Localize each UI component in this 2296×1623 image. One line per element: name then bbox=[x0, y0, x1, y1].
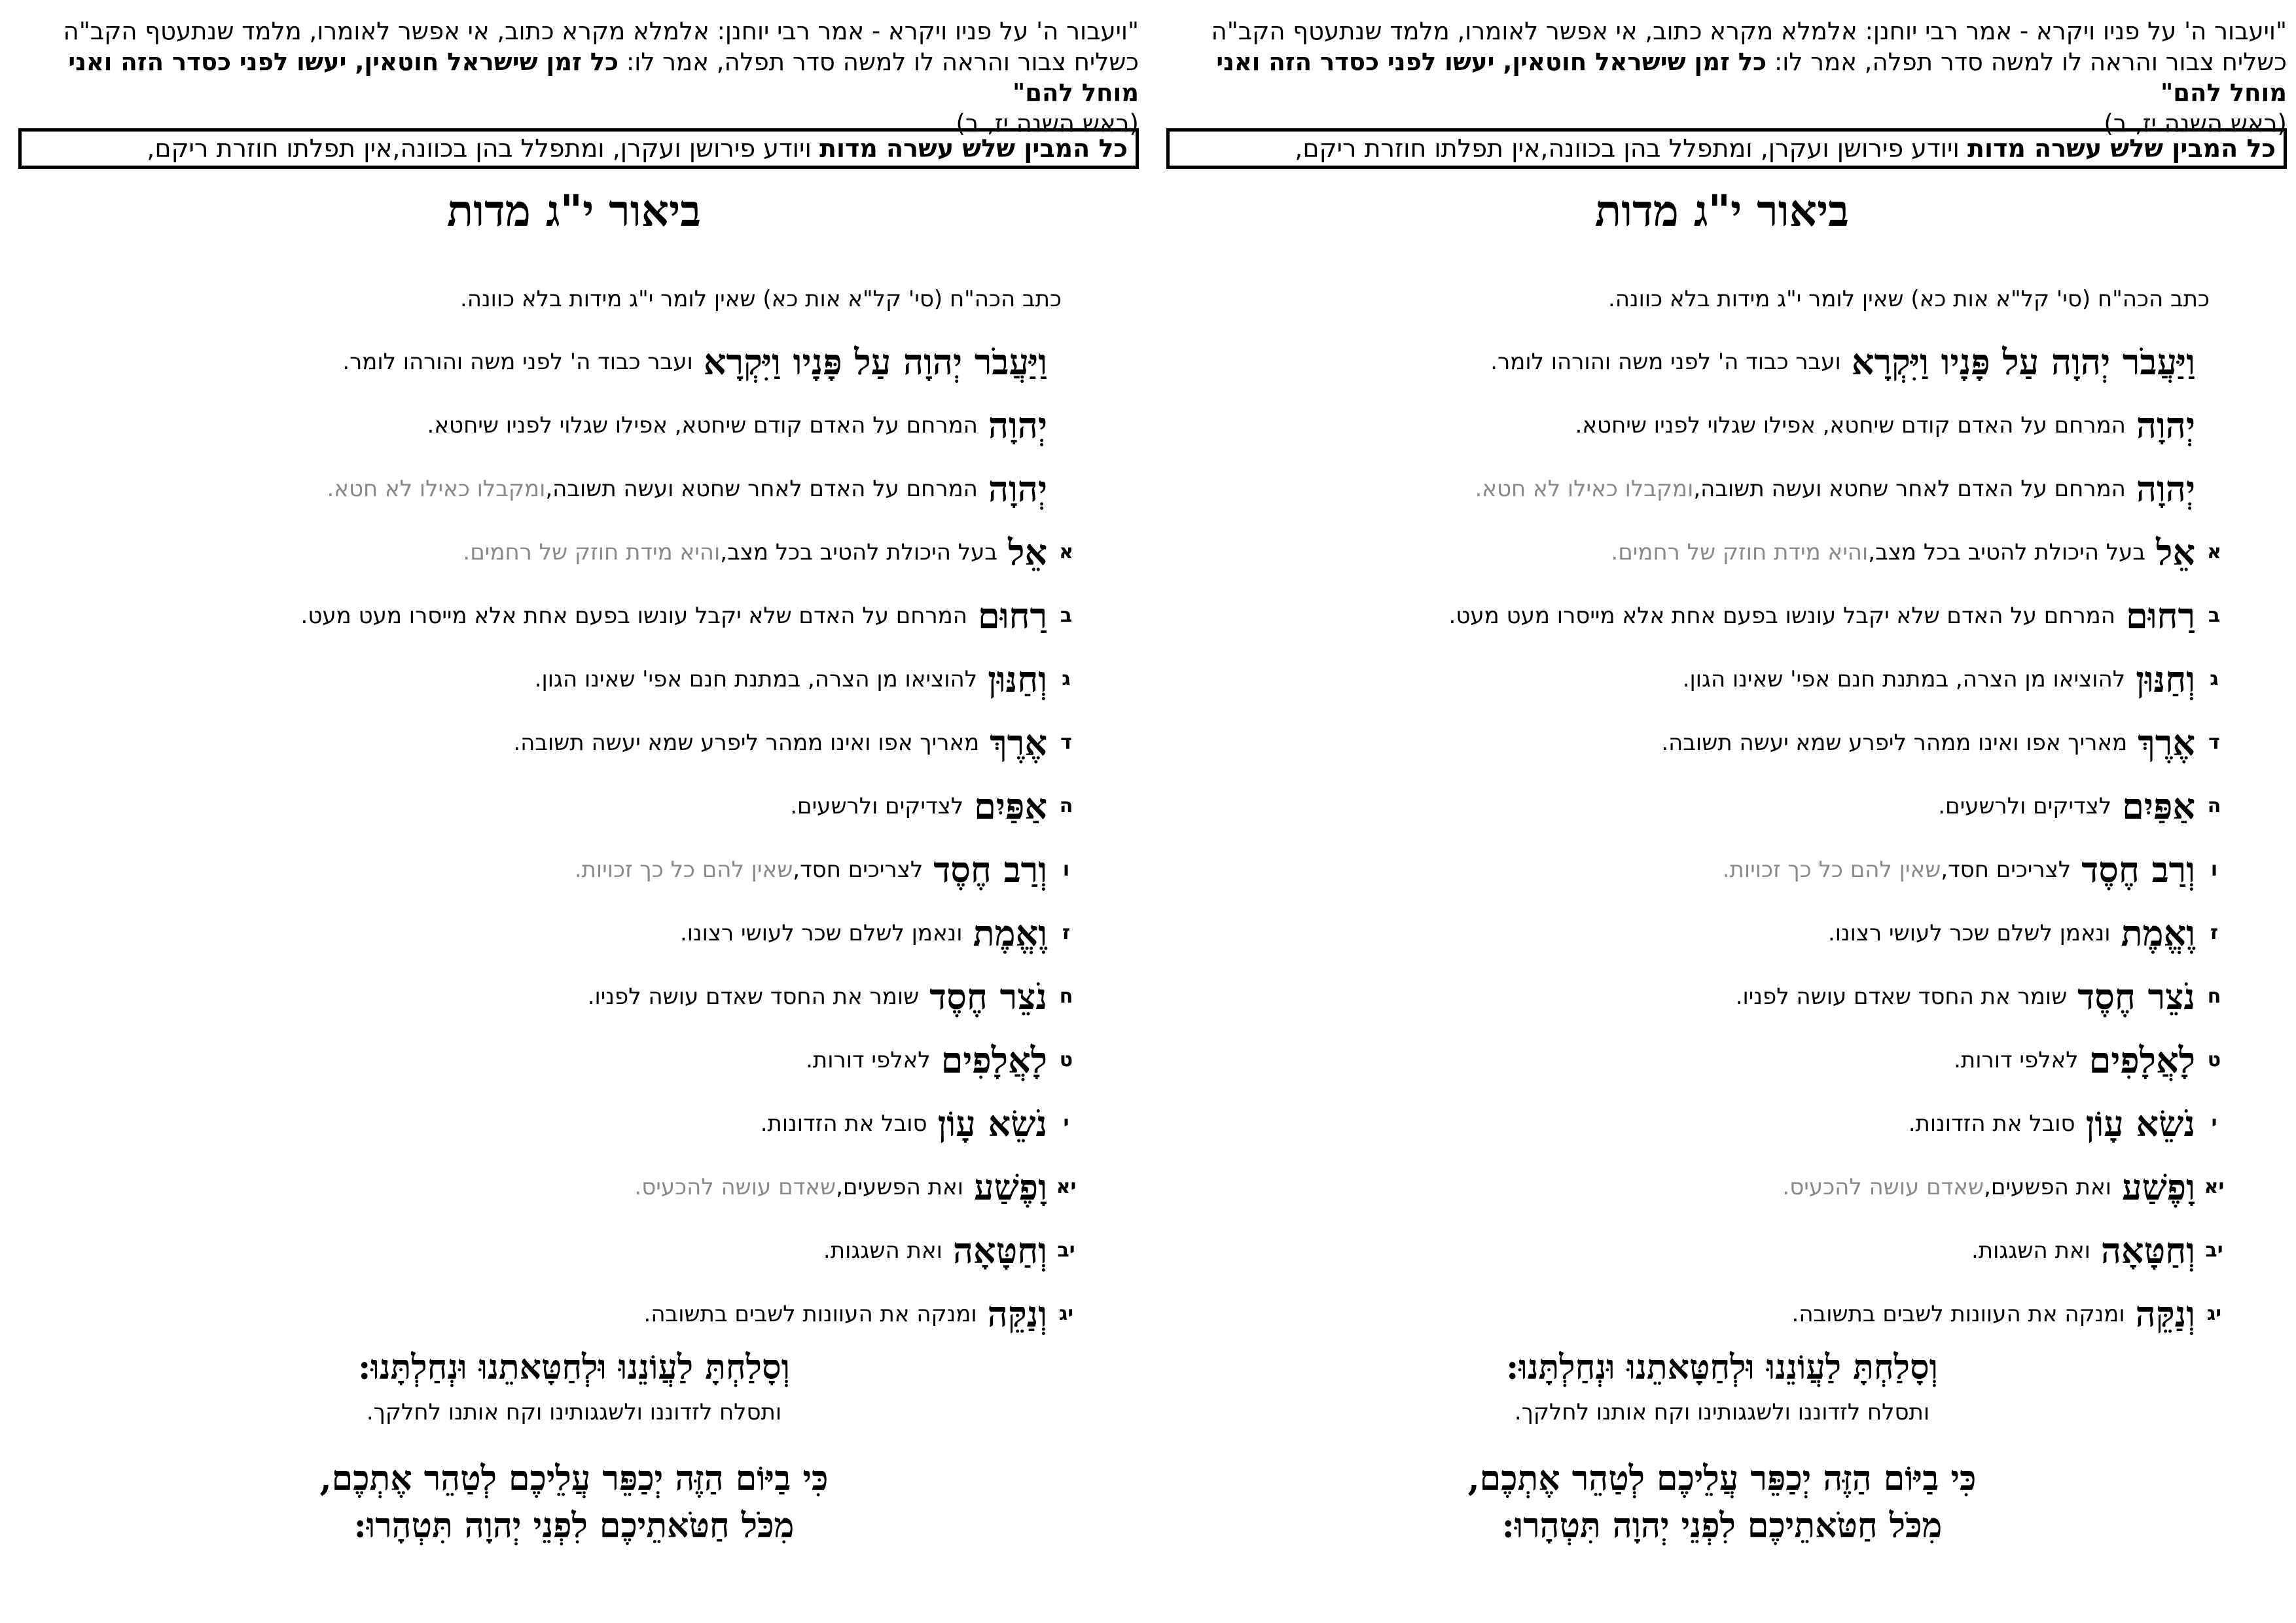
list-item bbox=[1186, 1219, 2233, 1282]
item-letter: ט bbox=[2207, 1048, 2221, 1071]
attribute-description: מאריך אפו ואינו ממהר ליפרע שמא יעשה תשובה. bbox=[1661, 729, 2128, 756]
attribute-word: אַפַּיִם bbox=[974, 785, 1047, 827]
item-letter: ח bbox=[1059, 985, 1073, 1008]
list-item bbox=[38, 1219, 1085, 1282]
item-letter: ח bbox=[2207, 985, 2221, 1008]
list-item bbox=[1186, 647, 2233, 711]
attribute-word: וְחַטָּאָה bbox=[2100, 1229, 2195, 1272]
attribute-word: וְרַב חֶסֶד bbox=[933, 848, 1047, 891]
attribute-description: לצריכים חסד, bbox=[1941, 856, 2072, 883]
attribute-description: מאריך אפו ואינו ממהר ליפרע שמא יעשה תשובה. bbox=[513, 729, 980, 756]
boxed-bold-text: כל המבין שלש עשרה מדות bbox=[1967, 134, 2276, 163]
final-verse bbox=[0, 1455, 1148, 1550]
closing-translation: ותסלח לזדוננו ולשגגותינו וקח אותנו לחלקך. bbox=[1514, 1399, 1930, 1425]
list-item bbox=[1186, 711, 2233, 774]
attribute-description: להוציאו מן הצרה, במתנת חנם אפי' שאינו הגון. bbox=[534, 666, 978, 692]
attribute-word: רַחוּם bbox=[2126, 594, 2195, 637]
list-item bbox=[38, 520, 1085, 584]
attribute-word: יְהוָה bbox=[2136, 404, 2195, 446]
item-letter: א bbox=[2207, 541, 2221, 563]
page-title: ביאור י"ג מדות bbox=[1594, 185, 1850, 236]
attribute-word: יְהוָה bbox=[988, 404, 1047, 446]
list-item bbox=[38, 330, 1085, 393]
attribute-word: נֹצֵר חֶסֶד bbox=[2077, 975, 2195, 1018]
item-letter: א bbox=[1059, 541, 1073, 563]
attribute-description: המרחם על האדם קודם שיחטא, אפילו שגלוי לפניו שיחטא. bbox=[427, 412, 978, 438]
attribute-description: המרחם על האדם לאחר שחטא ועשה תשובה, bbox=[545, 475, 978, 502]
item-letter: ג bbox=[1062, 668, 1071, 690]
closing-verse: וְסָלַחְתָּ לַעֲוֹנֵנוּ וּלְחַטָּאתֵנוּ וּנְחַלְתָּנוּ: bbox=[358, 1347, 790, 1387]
attribute-word: וְחַנּוּן bbox=[988, 658, 1047, 700]
attribute-description: ונאמן לשלם שכר לעושי רצונו. bbox=[1827, 919, 2111, 946]
item-letter: ד bbox=[1060, 731, 1072, 754]
item-letter: יב bbox=[1057, 1239, 1075, 1262]
list-item bbox=[38, 838, 1085, 901]
attribute-description: ונאמן לשלם שכר לעושי רצונו. bbox=[679, 919, 963, 946]
attribute-description: ועבר כבוד ה' לפני משה והורהו לומר. bbox=[342, 348, 693, 375]
attribute-description: ואת הפשעים, bbox=[836, 1173, 964, 1200]
attribute-word: נֹצֵר חֶסֶד bbox=[929, 975, 1047, 1018]
attributes-list bbox=[38, 268, 1085, 1346]
attribute-word: אֵל bbox=[2156, 531, 2195, 573]
list-item bbox=[1186, 1028, 2233, 1092]
attribute-description: ואת הפשעים, bbox=[1984, 1173, 2112, 1200]
attribute-word: וֶאֱמֶת bbox=[973, 912, 1047, 954]
item-letter: ז bbox=[2210, 921, 2218, 944]
final-verse bbox=[1148, 1455, 2296, 1550]
attribute-description: שומר את החסד שאדם עושה לפניו. bbox=[1735, 983, 2068, 1010]
attribute-word: וְנַקֵּה bbox=[2135, 1293, 2195, 1335]
closing-section bbox=[0, 1343, 1148, 1550]
attribute-description: לצריכים חסד, bbox=[793, 856, 924, 883]
attribute-word: וֶאֱמֶת bbox=[2121, 912, 2195, 954]
intro-line: כתב הכה"ח (סי' קל"א אות כא) שאין לומר י"ג מידות בלא כוונה. bbox=[459, 286, 1062, 312]
item-letter: ב bbox=[1060, 604, 1073, 627]
quote-bold-text: כל זמן שישראל חוטאין, יעשו לפני כסדר הזה ואני מוחל להם" bbox=[1216, 48, 2287, 107]
list-item bbox=[38, 1092, 1085, 1155]
attribute-note: והיא מידת חוזק של רחמים. bbox=[1611, 539, 1869, 565]
item-letter: ד bbox=[2208, 731, 2220, 754]
attributes-list bbox=[1186, 268, 2233, 1346]
list-item bbox=[38, 1028, 1085, 1092]
quote-source: (ראש השנה יז, ב) bbox=[956, 109, 1139, 137]
attribute-description: להוציאו מן הצרה, במתנת חנם אפי' שאינו הגון. bbox=[1682, 666, 2126, 692]
attribute-word: לָאֲלָפִים bbox=[941, 1039, 1047, 1081]
opening-quote bbox=[1166, 16, 2287, 139]
item-letter: יא bbox=[1056, 1175, 1077, 1198]
attribute-note: שאין להם כל כך זכויות. bbox=[574, 856, 793, 883]
list-item bbox=[38, 1155, 1085, 1219]
list-item bbox=[1186, 965, 2233, 1028]
boxed-text: ויודע פירושן ועקרן, ומתפלל בהן בכוונה,אין תפלתו חוזרת ריקם, bbox=[147, 134, 819, 163]
attribute-note: והיא מידת חוזק של רחמים. bbox=[463, 539, 721, 565]
closing-section bbox=[1148, 1343, 2296, 1550]
item-letter: ט bbox=[1059, 1048, 1073, 1071]
attribute-description: המרחם על האדם שלא יקבל עונשו בפעם אחת אלא מייסרו מעט מעט. bbox=[1448, 602, 2115, 629]
quote-text: "ויעבור ה' על פניו ויקרא - אמר רבי יוחנן: אלמלא מקרא כתוב, אי אפשר לאומרו, מלמד שנתעטף הקב"ה כשליח צבור והראה לו למשה סדר תפלה, אמר לו: bbox=[63, 17, 1139, 76]
list-item bbox=[38, 647, 1085, 711]
attribute-description: ומנקה את העוונות לשבים בתשובה. bbox=[1791, 1300, 2125, 1327]
page-copy-right bbox=[1148, 0, 2296, 1623]
attribute-word: אֶרֶךְ bbox=[990, 721, 1047, 764]
item-letter: יא bbox=[2204, 1175, 2225, 1198]
attribute-note: שאדם עושה להכעיס. bbox=[1782, 1173, 1984, 1200]
list-item bbox=[38, 584, 1085, 647]
item-letter: ג bbox=[2210, 668, 2219, 690]
opening-quote bbox=[18, 16, 1139, 139]
attribute-description: המרחם על האדם קודם שיחטא, אפילו שגלוי לפניו שיחטא. bbox=[1575, 412, 2126, 438]
attribute-description: המרחם על האדם לאחר שחטא ועשה תשובה, bbox=[1693, 475, 2126, 502]
attribute-word: וְרַב חֶסֶד bbox=[2081, 848, 2195, 891]
attribute-word: וְחַנּוּן bbox=[2136, 658, 2195, 700]
attribute-word: אַפַּיִם bbox=[2122, 785, 2195, 827]
item-letter: יב bbox=[2205, 1239, 2223, 1262]
item-letter: ו bbox=[1062, 858, 1070, 881]
attribute-description: לצדיקים ולרשעים. bbox=[790, 793, 964, 819]
attribute-word: רַחוּם bbox=[978, 594, 1047, 637]
list-item bbox=[1186, 520, 2233, 584]
attribute-description: לאלפי דורות. bbox=[806, 1046, 931, 1073]
item-letter: ז bbox=[1062, 921, 1070, 944]
list-item bbox=[38, 901, 1085, 965]
list-item bbox=[38, 774, 1085, 838]
attribute-description: שומר את החסד שאדם עושה לפניו. bbox=[587, 983, 920, 1010]
attribute-description: סובל את הזדונות. bbox=[1908, 1110, 2075, 1137]
list-item bbox=[38, 1282, 1085, 1346]
page-title: ביאור י"ג מדות bbox=[446, 185, 702, 236]
list-item bbox=[1186, 1092, 2233, 1155]
attribute-word: וְנַקֵּה bbox=[987, 1293, 1047, 1335]
item-letter: י bbox=[1063, 1112, 1069, 1135]
attribute-description: בעל היכולת להטיב בכל מצב, bbox=[720, 539, 998, 565]
boxed-statement bbox=[1166, 128, 2287, 169]
attribute-word: אֶרֶךְ bbox=[2138, 721, 2195, 764]
quote-bold-text: כל זמן שישראל חוטאין, יעשו לפני כסדר הזה ואני מוחל להם" bbox=[68, 48, 1139, 107]
list-item bbox=[38, 965, 1085, 1028]
item-letter: יג bbox=[2206, 1302, 2222, 1325]
item-letter: ה bbox=[1059, 794, 1073, 817]
final-verse-line-2: מִכֹּל חַטֹּאתֵיכֶם לִפְנֵי יְהוָה תִּטְהָרוּ: bbox=[353, 1506, 795, 1546]
list-item bbox=[1186, 330, 2233, 393]
attribute-word: יְהוָה bbox=[988, 467, 1047, 510]
item-letter: ה bbox=[2207, 794, 2221, 817]
list-item bbox=[1186, 774, 2233, 838]
final-verse-line-1: כִּי בַיּוֹם הַזֶּה יְכַפֵּר עֲלֵיכֶם לְטַהֵר אֶתְכֶם, bbox=[319, 1459, 829, 1499]
list-item bbox=[1186, 393, 2233, 457]
intro-line: כתב הכה"ח (סי' קל"א אות כא) שאין לומר י"ג מידות בלא כוונה. bbox=[1607, 286, 2210, 312]
closing-verse: וְסָלַחְתָּ לַעֲוֹנֵנוּ וּלְחַטָּאתֵנוּ וּנְחַלְתָּנוּ: bbox=[1506, 1347, 1938, 1387]
item-letter: יג bbox=[1058, 1302, 1074, 1325]
list-item bbox=[38, 393, 1085, 457]
attribute-description: המרחם על האדם שלא יקבל עונשו בפעם אחת אלא מייסרו מעט מעט. bbox=[300, 602, 967, 629]
attribute-word: יְהוָה bbox=[2136, 467, 2195, 510]
list-item bbox=[1186, 901, 2233, 965]
list-item bbox=[1186, 1282, 2233, 1346]
boxed-bold-text: כל המבין שלש עשרה מדות bbox=[819, 134, 1128, 163]
final-verse-line-2: מִכֹּל חַטֹּאתֵיכֶם לִפְנֵי יְהוָה תִּטְהָרוּ: bbox=[1501, 1506, 1943, 1546]
attribute-description: ועבר כבוד ה' לפני משה והורהו לומר. bbox=[1490, 348, 1841, 375]
boxed-text: ויודע פירושן ועקרן, ומתפלל בהן בכוונה,אין תפלתו חוזרת ריקם, bbox=[1295, 134, 1967, 163]
quote-source: (ראש השנה יז, ב) bbox=[2104, 109, 2287, 137]
attribute-word: וָפֶשַׁע bbox=[974, 1166, 1047, 1208]
item-letter: ב bbox=[2208, 604, 2221, 627]
item-letter: ו bbox=[2210, 858, 2218, 881]
attribute-description: ואת השגגות. bbox=[823, 1237, 942, 1264]
attribute-description: ואת השגגות. bbox=[1971, 1237, 2090, 1264]
attribute-word: נֹשֵׂא עָוֹן bbox=[2085, 1102, 2195, 1145]
attribute-note: שאדם עושה להכעיס. bbox=[634, 1173, 836, 1200]
attribute-note: שאין להם כל כך זכויות. bbox=[1722, 856, 1941, 883]
attribute-word: וַיַּעֲבֹר יְהוָה עַל פָּנָיו וַיִּקְרָא bbox=[703, 340, 1047, 383]
list-item bbox=[1186, 838, 2233, 901]
attribute-description: סובל את הזדונות. bbox=[760, 1110, 927, 1137]
attribute-word: לָאֲלָפִים bbox=[2089, 1039, 2195, 1081]
attribute-description: בעל היכולת להטיב בכל מצב, bbox=[1868, 539, 2146, 565]
attribute-description: לאלפי דורות. bbox=[1954, 1046, 2079, 1073]
attribute-word: וָפֶשַׁע bbox=[2122, 1166, 2195, 1208]
attribute-description: ומנקה את העוונות לשבים בתשובה. bbox=[643, 1300, 977, 1327]
attribute-note: ומקבלו כאילו לא חטא. bbox=[1475, 475, 1694, 502]
list-item bbox=[1186, 1155, 2233, 1219]
attribute-description: לצדיקים ולרשעים. bbox=[1938, 793, 2112, 819]
closing-translation: ותסלח לזדוננו ולשגגותינו וקח אותנו לחלקך. bbox=[366, 1399, 782, 1425]
attribute-word: וַיַּעֲבֹר יְהוָה עַל פָּנָיו וַיִּקְרָא bbox=[1851, 340, 2195, 383]
attribute-word: וְחַטָּאָה bbox=[952, 1229, 1047, 1272]
list-item bbox=[38, 711, 1085, 774]
final-verse-line-1: כִּי בַיּוֹם הַזֶּה יְכַפֵּר עֲלֵיכֶם לְטַהֵר אֶתְכֶם, bbox=[1467, 1459, 1977, 1499]
boxed-statement bbox=[18, 128, 1139, 169]
list-item bbox=[38, 457, 1085, 520]
list-item bbox=[1186, 584, 2233, 647]
attribute-word: אֵל bbox=[1008, 531, 1047, 573]
attribute-word: נֹשֵׂא עָוֹן bbox=[937, 1102, 1047, 1145]
list-item bbox=[1186, 457, 2233, 520]
item-letter: י bbox=[2211, 1112, 2217, 1135]
quote-text: "ויעבור ה' על פניו ויקרא - אמר רבי יוחנן: אלמלא מקרא כתוב, אי אפשר לאומרו, מלמד שנתעטף הקב"ה כשליח צבור והראה לו למשה סדר תפלה, אמר לו: bbox=[1211, 17, 2287, 76]
attribute-note: ומקבלו כאילו לא חטא. bbox=[327, 475, 546, 502]
